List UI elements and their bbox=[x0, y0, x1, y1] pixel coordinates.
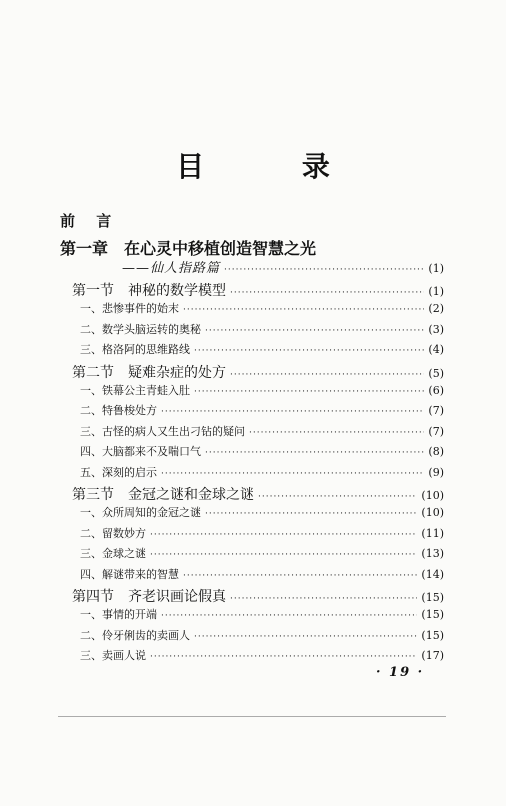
leader-dots bbox=[161, 611, 417, 621]
entry-title: 四、大脑都来不及喘口气 bbox=[80, 445, 201, 459]
leader-dots bbox=[183, 571, 417, 581]
subsection-entry bbox=[80, 566, 444, 582]
entry-title: 二、数学头脑运转的奥秘 bbox=[80, 322, 201, 336]
entry-title: 第三节 金冠之谜和金球之谜 bbox=[72, 487, 254, 503]
subsection-entry bbox=[80, 382, 444, 398]
section-entry bbox=[72, 586, 444, 606]
subsection-entry bbox=[80, 464, 444, 480]
subsection-entry bbox=[80, 545, 444, 561]
entry-page: (3) bbox=[428, 322, 444, 336]
leader-dots bbox=[150, 530, 417, 540]
entry-page: (14) bbox=[421, 567, 444, 581]
entry-title: 二、特鲁梭处方 bbox=[80, 404, 157, 418]
entry-page: (15) bbox=[421, 608, 444, 622]
entry-title: 三、卖画人说 bbox=[80, 649, 146, 663]
leader-dots bbox=[161, 469, 424, 479]
subsection-entry bbox=[80, 341, 444, 357]
leader-dots bbox=[183, 305, 424, 315]
leader-dots bbox=[230, 288, 424, 298]
leader-dots bbox=[194, 632, 417, 642]
leader-dots bbox=[249, 428, 424, 438]
bottom-rule bbox=[58, 716, 446, 717]
entry-title: 二、留数妙方 bbox=[80, 526, 146, 540]
entry-page: (2) bbox=[428, 302, 444, 316]
chapter-motto-row bbox=[122, 257, 444, 276]
section-entry bbox=[72, 280, 444, 300]
preface-heading: 前 言 bbox=[60, 212, 120, 230]
entry-page: (9) bbox=[428, 465, 444, 479]
subsection-entry bbox=[80, 525, 444, 541]
leader-dots bbox=[150, 550, 417, 560]
chapter-title: 在心灵中移植创造智慧之光 bbox=[124, 239, 317, 258]
entry-page: (17) bbox=[421, 649, 444, 663]
entry-page: (7) bbox=[428, 404, 444, 418]
entry-title: 三、金球之谜 bbox=[80, 547, 146, 561]
leader-dots bbox=[150, 652, 417, 662]
leader-dots bbox=[230, 594, 417, 604]
entry-page: (10) bbox=[421, 489, 444, 502]
leader-dots bbox=[205, 509, 417, 519]
page-number: · 19 · bbox=[376, 665, 425, 680]
leader-dots bbox=[161, 407, 424, 417]
entry-title: 一、悲惨事件的始末 bbox=[80, 302, 179, 316]
leader-dots bbox=[224, 265, 424, 275]
leader-dots bbox=[205, 448, 424, 458]
entry-title: 第四节 齐老识画论假真 bbox=[72, 589, 226, 605]
entry-page: (8) bbox=[428, 445, 444, 459]
entry-title: 三、格洛阿的思维路线 bbox=[80, 343, 190, 357]
subsection-entry bbox=[80, 647, 444, 663]
entry-page: (7) bbox=[428, 424, 444, 438]
subsection-entry bbox=[80, 321, 444, 337]
subsection-entry bbox=[80, 627, 444, 643]
entry-page: (15) bbox=[421, 591, 444, 604]
leader-dots bbox=[205, 326, 424, 336]
chapter-motto-page: (1) bbox=[428, 262, 444, 275]
chapter-heading bbox=[60, 236, 316, 259]
chapter-motto: ——仙人指路篇 bbox=[122, 261, 221, 276]
leader-dots bbox=[194, 346, 424, 356]
subsection-entry bbox=[80, 402, 444, 418]
section-entry bbox=[72, 362, 444, 382]
entry-page: (1) bbox=[428, 285, 444, 298]
entry-title: 三、古怪的病人又生出刁钻的疑问 bbox=[80, 424, 245, 438]
entry-page: (6) bbox=[428, 384, 444, 397]
entry-title: 四、解谜带来的智慧 bbox=[80, 567, 179, 581]
subsection-entry bbox=[80, 443, 444, 459]
chapter-label: 第一章 bbox=[60, 239, 109, 258]
entry-page: (15) bbox=[421, 628, 444, 642]
entry-title: 一、事情的开端 bbox=[80, 608, 157, 622]
subsection-entry bbox=[80, 606, 444, 622]
entry-page: (11) bbox=[421, 526, 444, 540]
subsection-entry bbox=[80, 504, 444, 520]
subsection-entry bbox=[80, 423, 444, 439]
entry-page: (10) bbox=[421, 506, 444, 520]
leader-dots bbox=[258, 492, 417, 502]
entry-title: 二、伶牙俐齿的卖画人 bbox=[80, 628, 190, 642]
section-entry bbox=[72, 484, 444, 504]
entry-page: (5) bbox=[428, 366, 444, 380]
page-title: 目 录 bbox=[176, 150, 374, 183]
entry-title: 第一节 神秘的数学模型 bbox=[72, 283, 226, 299]
entry-title: 五、深刻的启示 bbox=[80, 465, 157, 479]
entry-title: 第二节 疑难杂症的处方 bbox=[72, 364, 226, 381]
leader-dots bbox=[230, 370, 424, 380]
entry-title: 一、铁幕公主青蛙入肚 bbox=[80, 384, 190, 397]
entry-page: (4) bbox=[428, 343, 444, 357]
subsection-entry bbox=[80, 300, 444, 316]
entry-page: (13) bbox=[421, 547, 444, 561]
leader-dots bbox=[194, 387, 424, 397]
entry-title: 一、众所周知的金冠之谜 bbox=[80, 506, 201, 520]
